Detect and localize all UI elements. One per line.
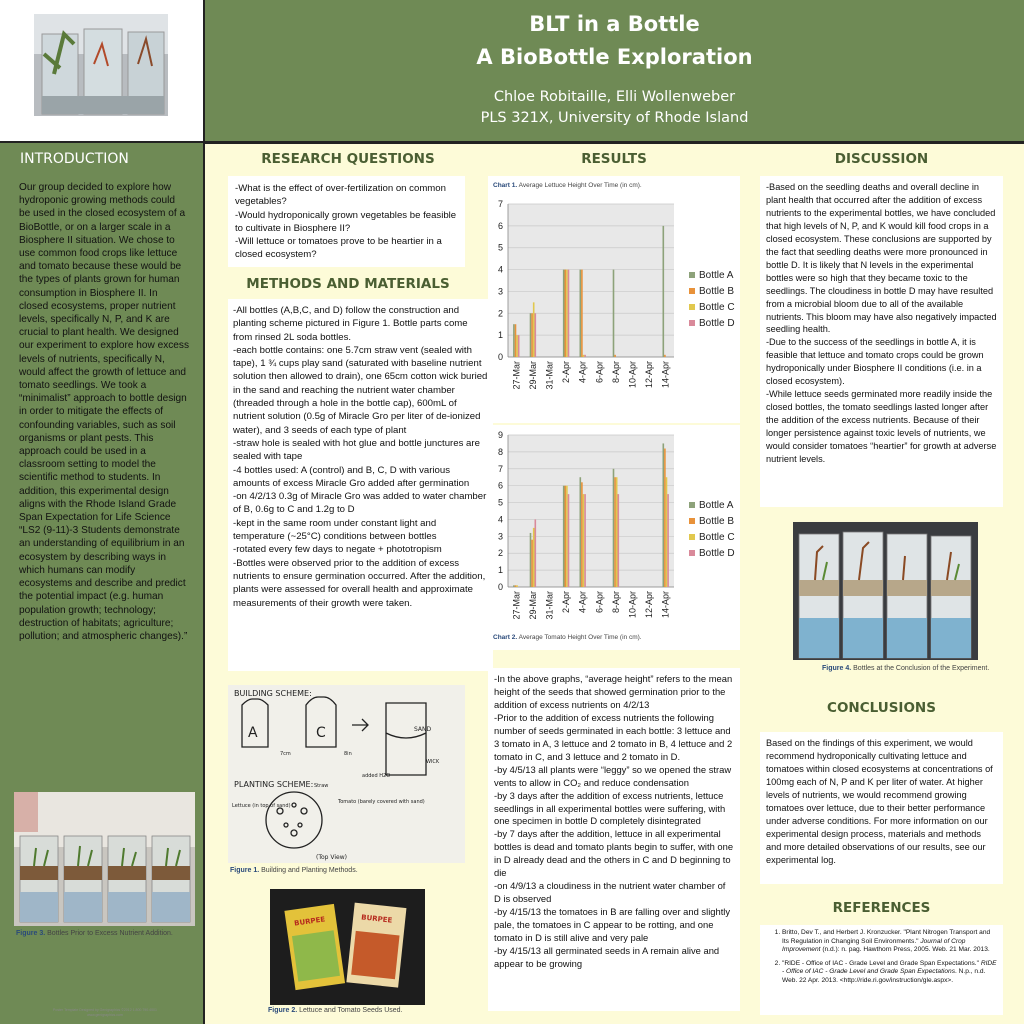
y-tick-label: 4 bbox=[497, 264, 503, 275]
sketch-planting-label: PLANTING SCHEME: bbox=[234, 780, 314, 789]
references-box bbox=[760, 925, 1003, 1015]
legend-swatch bbox=[689, 518, 695, 524]
legend-swatch bbox=[689, 550, 695, 556]
x-tick-label: 29-Mar bbox=[527, 361, 538, 390]
x-tick-label: 31-Mar bbox=[544, 591, 555, 620]
bar bbox=[535, 313, 537, 357]
methods-item: -straw hole is sealed with hot glue and bottle junctures are sealed with tape bbox=[233, 437, 480, 463]
results-item: -by 4/15/13 all germinated seeds in A remain alive and appear to be growing bbox=[494, 945, 720, 969]
legend-swatch bbox=[689, 272, 695, 278]
methods-item: -Bottles were observed prior to the addition of excess nutrients to ensure germination occurred. After the addition, plants were assessed for overall health and approximate measurements of their growth were taken. bbox=[233, 557, 486, 609]
y-tick-label: 0 bbox=[497, 352, 503, 362]
bar bbox=[581, 270, 583, 357]
bar bbox=[663, 443, 665, 587]
header-divider bbox=[205, 141, 1024, 144]
reference-item: 2. "RIDE - Office of IAC - Grade Level and Grade Span Expectations." RIDE - Office of IAC - Grade Level and Grade Span Expectations. N.p., n.d. Web. 22 Apr. 2013. <http://ride.ri.gov/instruction/gle.aspx>. bbox=[782, 960, 997, 986]
discussion-heading: DISCUSSION bbox=[834, 151, 929, 167]
packet-2-brand: BURPEE bbox=[360, 913, 393, 925]
chart-2-caption bbox=[493, 634, 642, 641]
legend-label: Bottle A bbox=[699, 270, 734, 281]
research-question: -Would hydroponically grown vegetables be feasible to cultivate in Biosphere II? bbox=[235, 209, 457, 234]
y-tick-label: 7 bbox=[497, 463, 503, 474]
discussion-item: -Based on the seedling deaths and overall decline in plant health that occurred after the addition of excess nutrients to the experimental bottles, we have concluded that high levels of N, P, and K would kill food crops in a closed ecosystem. These conclusions are supported by the fact that seedling deaths were more pronounced in bottle D. It is likely that N levels in the experimental bottles were so high that they became toxic to the seedlings. The cloudiness in bottle D may have resulted from a microbial bloom due to all of the available nutrients. This bloom may have also negatively impacted seedling health. bbox=[766, 182, 997, 335]
poster-title: BLT in a Bottle bbox=[529, 12, 700, 36]
template-footer: Poster Template Designed by Genigraphics ©2012 1.800.790.4001 www.genigraphics.com bbox=[53, 1008, 157, 1017]
x-tick-label: 4-Apr bbox=[577, 591, 588, 614]
bar bbox=[583, 355, 585, 357]
introduction-heading: INTRODUCTION bbox=[20, 151, 129, 167]
sketch-lettuce-label: Lettuce (in top of sand) bbox=[232, 803, 291, 809]
methods-heading: METHODS AND MATERIALS bbox=[246, 276, 450, 292]
figure-3-text: Bottles Prior to Excess Nutrient Addition. bbox=[45, 930, 173, 937]
legend-label: Bottle D bbox=[699, 318, 735, 329]
legend-swatch bbox=[689, 502, 695, 508]
figure-4-caption bbox=[822, 665, 989, 672]
header-bottle-photo bbox=[34, 14, 168, 116]
x-tick-label: 12-Apr bbox=[644, 591, 655, 619]
sketch-wick-label: WICK bbox=[426, 759, 440, 765]
chart-1-title: Average Lettuce Height Over Time (in cm). bbox=[517, 182, 642, 189]
bar bbox=[580, 270, 582, 357]
bar bbox=[613, 469, 615, 587]
methods-item: -4 bottles used: A (control) and B, C, D with various amounts of excess Miracle Gro added after germination bbox=[233, 464, 470, 489]
y-tick-label: 3 bbox=[497, 286, 503, 297]
x-tick-label: 29-Mar bbox=[527, 591, 538, 620]
sketch-8in-label: 8in bbox=[344, 751, 352, 757]
sketch-water-label: added H2O bbox=[362, 773, 391, 779]
x-tick-label: 14-Apr bbox=[660, 591, 671, 619]
chart-1-caption bbox=[493, 182, 642, 189]
bar bbox=[566, 486, 568, 587]
methods-item: -each bottle contains: one 5.7cm straw vent (sealed with tape), 1 ¾ cups play sand (saturated with baseline nutrient solution then allowed to drain), one 65cm cotton wick buried in the sand and reaching the nutrient water chamber (threaded through a hole in the bottle cap), 600mL of nutrient solution (0.5g of Miracle Gro per liter of de-ionized water), and 3 seeds of each type of plant bbox=[233, 344, 488, 436]
sketch-straw-label: Straw bbox=[314, 783, 329, 789]
x-tick-label: 27-Mar bbox=[511, 361, 522, 390]
y-tick-label: 5 bbox=[497, 242, 503, 253]
bar bbox=[513, 585, 515, 587]
research-questions-heading: RESEARCH QUESTIONS bbox=[261, 151, 435, 167]
y-tick-label: 1 bbox=[497, 565, 503, 576]
results-item: -by 4/5/13 all plants were “leggy” so we opened the straw vents to allow in CO₂ and reduce condensation bbox=[494, 763, 732, 788]
bar bbox=[515, 324, 517, 357]
results-item: -on 4/9/13 a cloudiness in the nutrient water chamber of D is observed bbox=[494, 880, 726, 905]
x-tick-label: 2-Apr bbox=[561, 591, 572, 614]
y-tick-label: 2 bbox=[497, 308, 503, 319]
results-item: -by 4/15/13 the tomatoes in B are falling over and slightly pale, the tomatoes in C appear to be rotting, and one tomato in D is still alive and very pale bbox=[494, 906, 731, 944]
chart-2-label: Chart 2. bbox=[493, 634, 518, 641]
bar bbox=[565, 270, 567, 357]
poster-subtitle: A BioBottle Exploration bbox=[476, 45, 753, 69]
discussion-item: -While lettuce seeds germinated more readily inside the closed bottles, the tomato seedlings lasted longer after the addition of the excess nutrients. Because of their longer persistence against toxic levels of nutrients, we would consider tomatoes “heartier” for growth at adverse nutrient levels. bbox=[766, 389, 997, 465]
sketch-a-label: A bbox=[248, 725, 258, 741]
x-tick-label: 31-Mar bbox=[544, 361, 555, 390]
conclusions-heading: CONCLUSIONS bbox=[827, 700, 936, 716]
bar bbox=[616, 477, 618, 587]
y-tick-label: 2 bbox=[497, 548, 503, 559]
results-heading: RESULTS bbox=[581, 151, 647, 167]
results-item: -In the above graphs, “average height” refers to the mean height of the seeds that showed germination prior to the addition of excess nutrients on 4/2/13 bbox=[494, 673, 733, 710]
x-tick-label: 6-Apr bbox=[594, 591, 605, 614]
methods-box bbox=[228, 299, 493, 671]
y-tick-label: 8 bbox=[497, 446, 503, 457]
bar bbox=[563, 270, 565, 357]
sketch-c-label: C bbox=[316, 725, 326, 741]
figure-1-caption bbox=[230, 867, 358, 874]
legend-label: Bottle B bbox=[699, 516, 735, 527]
x-tick-label: 6-Apr bbox=[594, 361, 605, 384]
bar bbox=[614, 477, 616, 587]
bar bbox=[663, 226, 665, 357]
bar bbox=[565, 486, 567, 587]
y-tick-label: 3 bbox=[497, 531, 503, 542]
packet-1-brand: BURPEE bbox=[293, 915, 326, 928]
methods-item: -on 4/2/13 0.3g of Miracle Gro was added to water chamber of B, 0.6g to C and 1.2g to D bbox=[233, 491, 487, 516]
legend-swatch bbox=[689, 534, 695, 540]
figure-3-caption bbox=[16, 930, 173, 937]
bar bbox=[531, 540, 533, 587]
figure-4-photo bbox=[793, 522, 978, 660]
bar bbox=[535, 519, 537, 587]
legend-swatch bbox=[689, 288, 695, 294]
bar bbox=[533, 528, 535, 587]
bar bbox=[666, 477, 668, 587]
x-tick-label: 14-Apr bbox=[660, 361, 671, 389]
discussion-box bbox=[760, 176, 1003, 507]
x-tick-label: 12-Apr bbox=[644, 361, 655, 389]
figure-3-photo bbox=[14, 792, 195, 926]
bar bbox=[530, 533, 532, 587]
figure-1-label: Figure 1. bbox=[230, 867, 260, 874]
y-tick-label: 0 bbox=[497, 582, 503, 592]
conclusions-box bbox=[760, 732, 1003, 884]
y-tick-label: 6 bbox=[497, 220, 503, 231]
tomato-height-chart bbox=[488, 425, 740, 631]
y-tick-label: 6 bbox=[497, 480, 503, 491]
bar bbox=[580, 477, 582, 587]
bar bbox=[515, 585, 517, 587]
introduction-body: Our group decided to explore how hydroponic growing methods could be used in the closed ecosystem of a BioBottle, or on a larger scale in a Biosphere II situation. We chose to use common food crops like lettuce and tomato because these would be the types of plants grown for human consumption in Biosphere II. In closed ecosystems, proper nutrient levels, specifically N, P, and K are crucial to plant health. We designed our experiment to explore how excess levels of nutrients, specifically N, would affect the growth of lettuce and tomato seedlings. We took a “minimalist” approach to bottle design in order to mitigate the effects of confounding variables, such as soil organisms or plant pests. This approach could be used in a classroom setting to model the scientific method to students. In addition, this experimental design aligns with the Rhode Island Grade Span Expectation for Life Science “LS2 (9-11)-3 Students demonstrate an understanding of equilibrium in an ecosystem by describing ways in which humans can modify ecosystems and describe and predict the potential impact (e.g. human population growth; technology; destruction of habitats; agriculture; pollution; and atmospheric changes).” bbox=[19, 182, 189, 642]
figure-4-text: Bottles at the Conclusion of the Experiment. bbox=[851, 665, 990, 672]
bar bbox=[618, 494, 620, 587]
legend-label: Bottle C bbox=[699, 532, 735, 543]
x-tick-label: 27-Mar bbox=[511, 591, 522, 620]
discussion-item: -Due to the success of the seedlings in bottle A, it is feasible that lettuce and tomato crops could be grown hydroponically under Biosphere II conditions (i.e. in a closed ecosystem). bbox=[766, 337, 984, 387]
legend-label: Bottle D bbox=[699, 548, 735, 559]
legend-swatch bbox=[689, 320, 695, 326]
affiliation: PLS 321X, University of Rhode Island bbox=[480, 110, 749, 126]
y-tick-label: 9 bbox=[497, 430, 503, 440]
bar bbox=[581, 482, 583, 587]
x-tick-label: 10-Apr bbox=[627, 361, 638, 389]
bar bbox=[584, 494, 586, 587]
bar bbox=[583, 494, 585, 587]
bar bbox=[566, 270, 568, 357]
bar bbox=[563, 486, 565, 587]
research-question: -Will lettuce or tomatoes prove to be heartier in a closed ecosystem? bbox=[235, 236, 442, 261]
x-tick-label: 10-Apr bbox=[627, 591, 638, 619]
y-tick-label: 1 bbox=[497, 330, 503, 341]
results-item: -Prior to the addition of excess nutrients the following number of seeds germinated in each bottle: 3 lettuce and 3 tomato in A, 3 lettuce and 2 tomato in B, 4 lettuce and 2 tomato in C, and 3 lettuce and 2 tomato in D. bbox=[494, 711, 733, 762]
figure-1-text: Building and Planting Methods. bbox=[259, 867, 358, 874]
bar bbox=[613, 270, 615, 357]
bar bbox=[533, 302, 535, 357]
conclusions-body: Based on the findings of this experiment, we would recommend hydroponically cultivating lettuce and tomatoes within closed ecosystems at concentrations of 100mg each of N, P and K per liter of water. At higher levels of nutrients, we would recommend growing tomatoes over lettuce, due to their better performance under adverse conditions. For more information on our experimental design process, materials and methods and more detailed observations of our results, see our experimental log. bbox=[766, 738, 993, 865]
bar bbox=[531, 313, 533, 357]
bar bbox=[667, 494, 669, 587]
sketch-7cm-label: 7cm bbox=[280, 751, 291, 757]
sketch-topview-label: (Top View) bbox=[316, 854, 347, 861]
bar bbox=[516, 585, 518, 587]
figure-2-caption bbox=[268, 1007, 403, 1014]
methods-item: -kept in the same room under constant light and temperature (~25°C) conditions between bottles bbox=[233, 517, 437, 543]
y-tick-label: 5 bbox=[497, 497, 503, 508]
references-list bbox=[766, 929, 997, 986]
figure-3-label: Figure 3. bbox=[16, 930, 46, 937]
bar bbox=[568, 494, 570, 587]
bar bbox=[518, 335, 520, 357]
figure-2-seed-packets-photo bbox=[270, 889, 425, 1005]
x-tick-label: 4-Apr bbox=[577, 361, 588, 384]
sketch-tomato-label: Tomato (barely covered with sand) bbox=[338, 799, 425, 805]
results-text-box bbox=[488, 668, 740, 1011]
y-tick-label: 4 bbox=[497, 514, 503, 525]
bar bbox=[530, 313, 532, 357]
research-question: -What is the effect of over-fertilization on common vegetables? bbox=[235, 183, 446, 208]
bar bbox=[516, 335, 518, 357]
sketch-building-label: BUILDING SCHEME: bbox=[234, 689, 312, 698]
bar bbox=[614, 355, 616, 357]
reference-item: 1. Britto, Dev T., and Herbert J. Kronzucker. "Plant Nitrogen Transport and Its Regulation in Changing Soil Environments." Journal of Crop Improvement (n.d.): n. pag. Hawthorn Press, 2005. Web. 21 Mar. 2013. bbox=[782, 929, 997, 955]
figure-2-text: Lettuce and Tomato Seeds Used. bbox=[297, 1007, 403, 1014]
x-tick-label: 2-Apr bbox=[561, 361, 572, 384]
figure-2-label: Figure 2. bbox=[268, 1007, 298, 1014]
chart-2-title: Average Tomato Height Over Time (in cm). bbox=[517, 634, 642, 641]
references-heading: REFERENCES bbox=[832, 900, 931, 916]
y-tick-label: 7 bbox=[497, 199, 503, 209]
legend-label: Bottle C bbox=[699, 302, 735, 313]
x-tick-label: 8-Apr bbox=[610, 361, 621, 384]
figure-1-sketch bbox=[228, 685, 465, 863]
research-questions-box bbox=[228, 176, 465, 267]
sketch-sand-label: SAND bbox=[414, 726, 432, 733]
chart-1-label: Chart 1. bbox=[493, 182, 518, 189]
legend-swatch bbox=[689, 304, 695, 310]
methods-item: -All bottles (A,B,C, and D) follow the construction and planting scheme pictured in Figure 1. Bottle parts come from rinsed 2L soda bottles. bbox=[233, 305, 468, 343]
bar bbox=[568, 270, 570, 357]
bar bbox=[513, 324, 515, 357]
legend-label: Bottle B bbox=[699, 286, 735, 297]
legend-label: Bottle A bbox=[699, 500, 734, 511]
lettuce-height-chart bbox=[488, 192, 740, 423]
results-item: -by 7 days after the addition, lettuce in all experimental bottles is dead and tomato plants begin to suffer, with one in D already dead and the others in C and D beginning to die bbox=[494, 828, 734, 879]
figure-4-label: Figure 4. bbox=[822, 665, 852, 672]
bar bbox=[664, 449, 666, 587]
results-item: -by 3 days after the addition of excess nutrients, lettuce seedlings in all experimental bottles were suffering, with one specimen in bottle D completely disintegrated bbox=[494, 789, 726, 827]
bar bbox=[664, 355, 666, 357]
bar bbox=[584, 355, 586, 357]
x-tick-label: 8-Apr bbox=[610, 591, 621, 614]
authors: Chloe Robitaille, Elli Wollenweber bbox=[493, 89, 736, 105]
methods-item: -rotated every few days to negate + phototropism bbox=[233, 544, 442, 556]
